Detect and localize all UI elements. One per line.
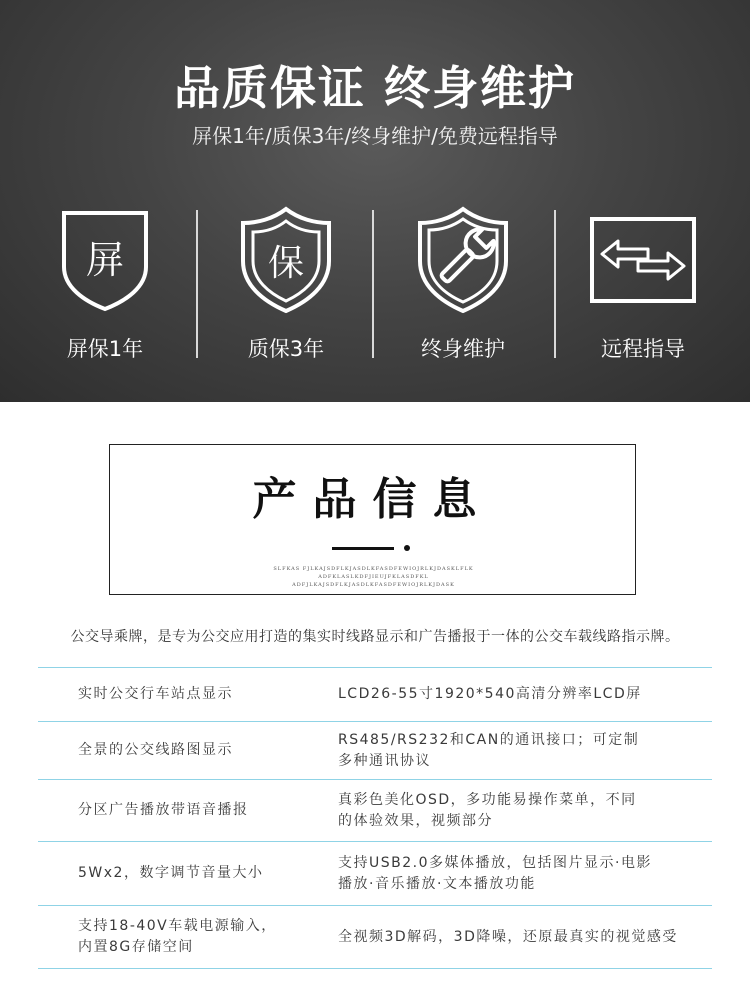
product-description: 公交导乘牌，是专为公交应用打造的集实时线路显示和广告播报于一体的公交车载线路指示牌。 — [70, 629, 680, 645]
feature-quality-warranty — [196, 205, 376, 375]
title-underline — [332, 547, 394, 550]
spec-feature-cell: 5Wx2，数字调节音量大小 — [78, 865, 264, 881]
spec-feature-cell: 全景的公交线路图显示 — [78, 742, 233, 758]
feature-label-screen: 屏保1年 — [66, 337, 144, 361]
banner-title: 品质保证 终身维护 — [173, 61, 576, 115]
spec-feature-cell: 分区广告播放带语音播报 — [78, 802, 249, 818]
spec-detail-cell: 全视频3D解码，3D降噪，还原最真实的视觉感受 — [338, 928, 678, 945]
banner-subtitle: 屏保1年/质保3年/终身维护/免费远程指导 — [192, 124, 558, 148]
spec-detail-cell: 真彩色美化OSD，多功能易操作菜单，不同 的体验效果，视频部分 — [338, 791, 637, 829]
spec-feature-cell: 支持18-40V车载电源输入， 内置8G存储空间 — [78, 918, 277, 955]
shield-wrench-icon — [408, 205, 518, 315]
shield-screen-icon — [50, 205, 160, 315]
spec-detail-cell: 支持USB2.0多媒体播放，包括图片显示·电影 播放·音乐播放·文本播放功能 — [338, 854, 652, 892]
spec-detail-cell: LCD26-55寸1920*540高清分辨率LCD屏 — [338, 686, 642, 702]
title-dot — [404, 545, 410, 551]
warranty-banner — [0, 0, 750, 402]
svg-text:保: 保 — [267, 243, 305, 284]
spec-feature-cell: 实时公交行车站点显示 — [78, 686, 233, 702]
feature-lifetime-maintenance — [373, 205, 553, 375]
remote-arrows-icon — [588, 205, 698, 315]
table-rule — [38, 968, 712, 969]
spec-detail-cell: RS485/RS232和CAN的通讯接口；可定制 多种通讯协议 — [338, 731, 640, 769]
product-info-box — [109, 444, 636, 595]
placeholder-text: SLFKAS FJLKAJSDFLKJASDLKFASDFEWIOJRLKJDASKLFLK ADFKLASLKDFJIEUJFKLASDFKL ADFJLKAJSDFLKJASDLKFASDFEWIOJRLKJDASK — [273, 566, 474, 588]
shield-warranty-icon — [231, 205, 341, 315]
feature-label-remote: 远程指导 — [601, 337, 685, 361]
feature-remote-guidance — [553, 205, 733, 375]
product-info-title: 产品信息 — [252, 474, 493, 525]
svg-text:屏: 屏 — [85, 238, 125, 282]
feature-label-quality: 质保3年 — [247, 337, 325, 361]
feature-label-maintenance: 终身维护 — [421, 337, 505, 361]
feature-screen-warranty — [15, 205, 195, 375]
